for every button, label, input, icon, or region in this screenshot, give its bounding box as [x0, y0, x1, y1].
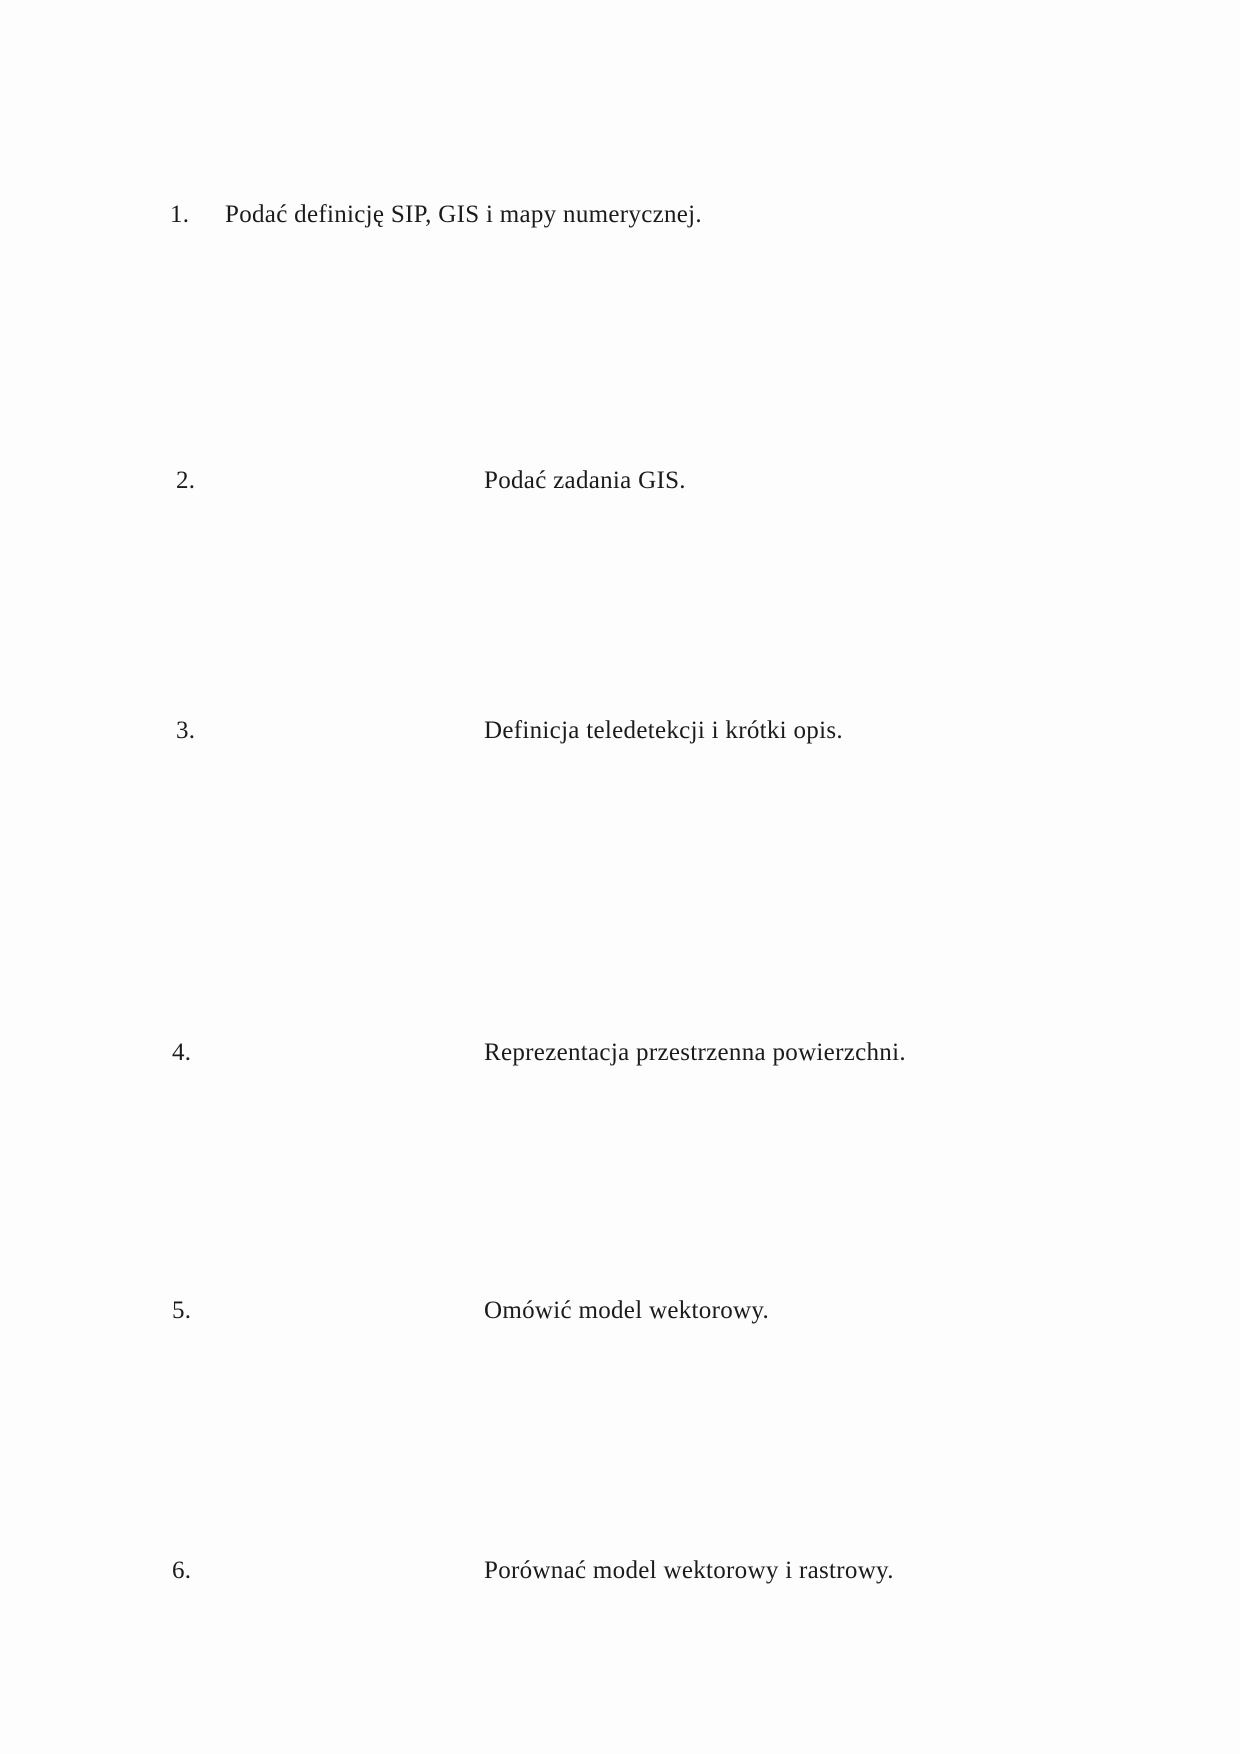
question-item [0, 1038, 1240, 1072]
question-text: Omówić model wektorowy. [484, 1297, 770, 1324]
question-text: Definicja teledetekcji i krótki opis. [484, 717, 843, 744]
question-item [0, 716, 1240, 750]
question-number: 6. [172, 1557, 192, 1584]
question-item [0, 466, 1240, 500]
question-number: 5. [172, 1297, 192, 1324]
question-number: 2. [176, 467, 196, 494]
question-text: Podać definicję SIP, GIS i mapy numerycznej. [225, 201, 702, 228]
question-item [0, 200, 1240, 234]
question-item [0, 1556, 1240, 1590]
question-text: Podać zadania GIS. [484, 467, 686, 494]
question-number: 3. [176, 717, 196, 744]
question-text: Reprezentacja przestrzenna powierzchni. [484, 1039, 906, 1066]
question-number: 4. [172, 1039, 192, 1066]
question-item [0, 1296, 1240, 1330]
question-number: 1. [170, 201, 190, 228]
question-text: Porównać model wektorowy i rastrowy. [484, 1557, 894, 1584]
